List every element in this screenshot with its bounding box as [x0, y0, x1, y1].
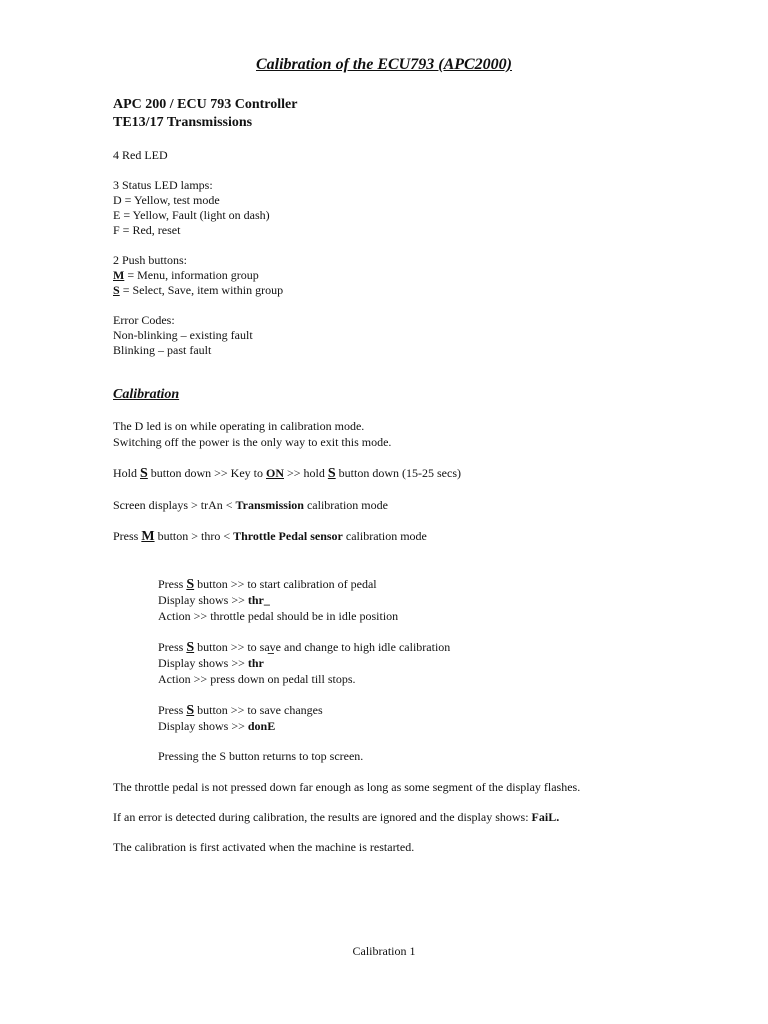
press-m-line: [113, 529, 427, 544]
step2-overbar-mark: ¯: [267, 651, 274, 665]
step2-press-line: [158, 640, 450, 655]
hold-text-4: button down (15-25 secs): [335, 466, 461, 480]
screen-displays-line: [113, 498, 388, 513]
blinking-line: Blinking – past fault: [113, 343, 212, 357]
step1-press-line: [158, 577, 377, 592]
controller-heading: APC 200 / ECU 793 Controller: [113, 97, 298, 112]
m-desc: = Menu, information group: [124, 268, 259, 282]
step2-display-value: thr: [247, 656, 264, 670]
red-led-line: 4 Red LED: [113, 148, 168, 162]
status-led-title: 3 Status LED lamps:: [113, 178, 213, 192]
s-key-mark: S: [186, 640, 195, 655]
step1-action-line: Action >> throttle pedal should be in idle position: [158, 609, 399, 623]
note-error-text: If an error is detected during calibration, the results are ignored and the display shows:: [113, 810, 532, 824]
step1-display-line: [158, 593, 270, 608]
step1-display-text: Display shows >>: [158, 593, 248, 607]
screen-text-2: calibration mode: [303, 498, 388, 512]
hold-instruction: [113, 466, 461, 481]
step2-press-text-1: Press: [158, 640, 187, 654]
s-key-mark: S: [186, 703, 195, 718]
returns-line: Pressing the S button returns to top screen.: [158, 749, 364, 763]
non-blinking-line: Non-blinking – existing fault: [113, 328, 253, 342]
s-key: S: [113, 283, 120, 297]
press-m-text-3: calibration mode: [342, 529, 427, 543]
screen-text-1: Screen displays > trAn <: [113, 498, 236, 512]
note-restart-line: The calibration is first activated when the machine is restarted.: [113, 840, 415, 854]
led-e-line: E = Yellow, Fault (light on dash): [113, 208, 270, 222]
on-key-mark: ON: [266, 466, 284, 480]
step2-press-text-2: button >> to save and change to high idle calibration: [194, 640, 451, 654]
m-key: M: [113, 268, 125, 282]
step2-display-line: [158, 651, 274, 671]
transmission-bold: Transmission: [235, 498, 304, 512]
fail-bold: FaiL.: [531, 810, 560, 824]
push-buttons-title: 2 Push buttons:: [113, 253, 188, 267]
hold-text-1: Hold: [113, 466, 140, 480]
led-f-line: F = Red, reset: [113, 223, 181, 237]
step1-display-value: thr_: [247, 593, 270, 607]
led-d-line: D = Yellow, test mode: [113, 193, 220, 207]
m-key-mark: M: [141, 529, 155, 544]
press-m-text-1: Press: [113, 529, 142, 543]
step3-display-line: [158, 719, 275, 734]
calibration-intro-1: The D led is on while operating in calibration mode.: [113, 419, 365, 433]
step3-press-text-2: button >> to save changes: [194, 703, 323, 717]
error-codes-title: Error Codes:: [113, 313, 175, 327]
step2-display-text: Display shows >>: [158, 656, 248, 670]
calibration-section-title: Calibration: [113, 387, 180, 402]
s-key-mark: S: [186, 577, 195, 592]
step3-display-value: donE: [247, 719, 276, 733]
note-error-line: [113, 810, 559, 825]
step3-press-text-1: Press: [158, 703, 187, 717]
document-title: Calibration of the ECU793 (APC2000): [255, 56, 513, 73]
hold-text-2: button down >> Key to: [147, 466, 266, 480]
step1-press-text-2: button >> to start calibration of pedal: [194, 577, 377, 591]
transmission-heading: TE13/17 Transmissions: [113, 115, 253, 130]
hold-text-3: >> hold: [284, 466, 328, 480]
s-desc: = Select, Save, item within group: [119, 283, 284, 297]
s-key-mark: S: [140, 466, 148, 481]
s-button-line: [113, 283, 283, 298]
s-key-mark: S: [327, 466, 336, 481]
m-button-line: [113, 268, 259, 283]
step2-action-line: Action >> press down on pedal till stops.: [158, 672, 356, 686]
press-m-text-2: button > thro <: [154, 529, 234, 543]
calibration-intro-2: Switching off the power is the only way to exit this mode.: [113, 435, 392, 449]
step3-press-line: [158, 703, 323, 718]
step1-press-text-1: Press: [158, 577, 187, 591]
note-pedal-line: The throttle pedal is not pressed down far enough as long as some segment of the display flashes.: [113, 780, 581, 794]
throttle-sensor-bold: Throttle Pedal sensor: [233, 529, 343, 543]
page-footer: Calibration 1: [352, 944, 416, 958]
step3-display-text: Display shows >>: [158, 719, 248, 733]
